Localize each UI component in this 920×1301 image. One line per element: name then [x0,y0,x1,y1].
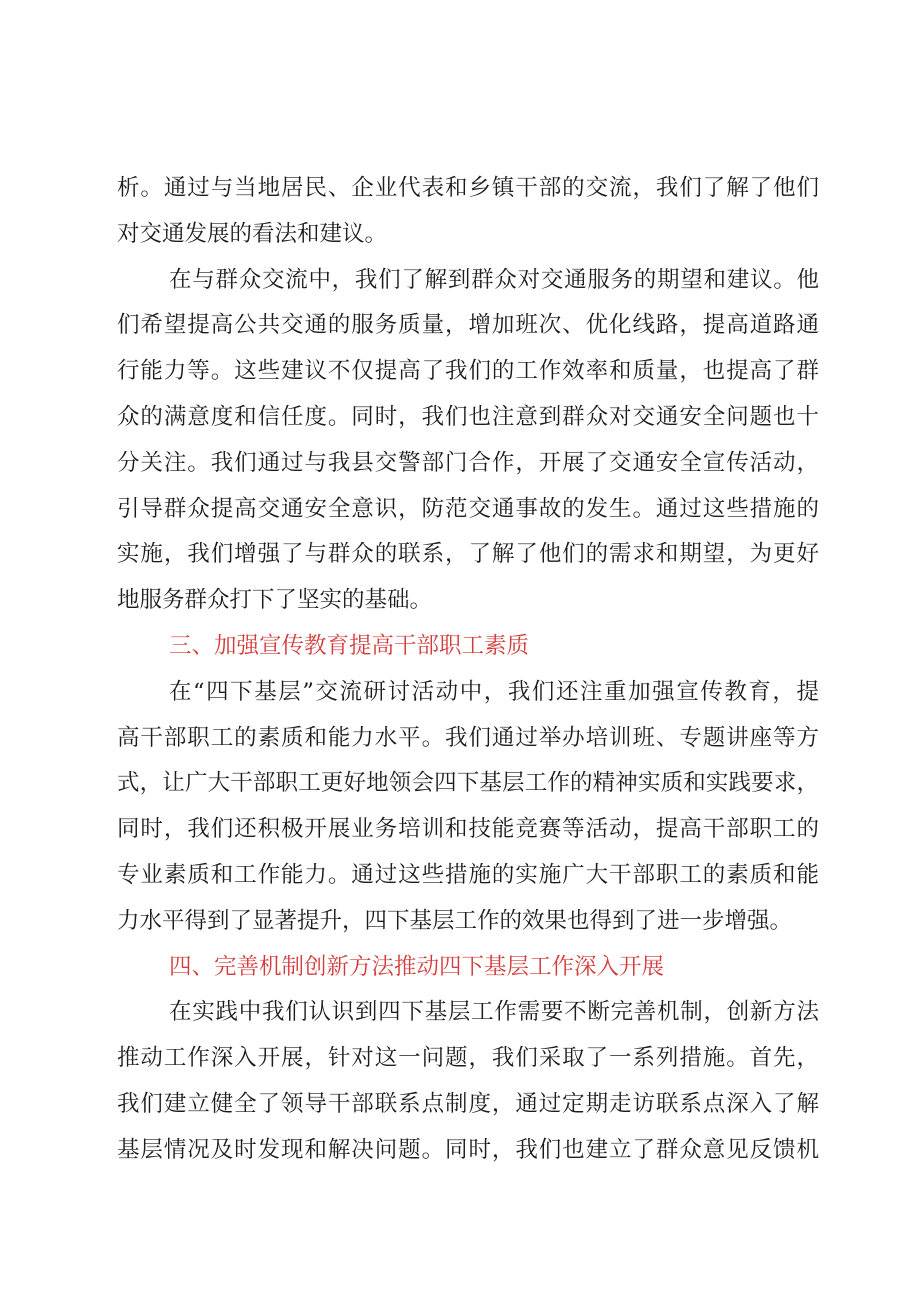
text-line: 同时，我们还积极开展业务培训和技能竞赛等活动，提高干部职工的 [117,816,819,843]
text-line: 我们建立健全了领导干部联系点制度，通过定期走访联系点深入了解 [117,1090,819,1117]
paragraph-public-feedback [117,258,819,624]
text-line: 在实践中我们认识到四下基层工作需要不断完善机制，创新方法 [169,999,819,1026]
text-line: 高干部职工的素质和能力水平。我们通过举办培训班、专题讲座等方 [117,724,819,751]
paragraph-continued [117,166,819,258]
text-line: 地服务群众打下了坚实的基础。 [117,587,433,614]
text-line: 众的满意度和信任度。同时，我们也注意到群众对交通安全问题也十 [117,403,819,430]
text-line: 分关注。我们通过与我县交警部门合作，开展了交通安全宣传活动， [117,449,819,476]
text-line: 基层情况及时发现和解决问题。同时，我们也建立了群众意见反馈机 [117,1136,819,1163]
text-line: 式，让广大干部职工更好地领会四下基层工作的精神实质和实践要求， [117,770,819,797]
text-line: 专业素质和工作能力。通过这些措施的实施广大干部职工的素质和能 [117,861,819,888]
text-line: 析。通过与当地居民、企业代表和乡镇干部的交流，我们了解了他们 [117,175,819,201]
section-heading-4: 四、完善机制创新方法推动四下基层工作深入开展 [169,953,665,980]
paragraph-education [117,670,819,945]
text-line: 在与群众交流中，我们了解到群众对交通服务的期望和建议。他 [169,266,819,293]
document-body [117,166,819,1174]
text-line: 推动工作深入开展，针对这一问题，我们采取了一系列措施。首先， [117,1045,819,1072]
text-line: 实施，我们增强了与群众的联系，了解了他们的需求和期望，为更好 [117,541,819,568]
text-line: 们希望提高公共交通的服务质量，增加班次、优化线路，提高道路通 [117,312,819,339]
section-heading-3: 三、加强宣传教育提高干部职工素质 [169,632,530,659]
paragraph-mechanism [117,990,819,1173]
text-line: 对交通发展的看法和建议。 [117,220,388,247]
text-line: 力水平得到了显著提升，四下基层工作的效果也得到了进一步增强。 [117,907,793,934]
text-line: 在“四下基层”交流研讨活动中，我们还注重加强宣传教育，提 [169,678,819,705]
text-line: 引导群众提高交通安全意识，防范交通事故的发生。通过这些措施的 [117,495,819,522]
text-line: 行能力等。这些建议不仅提高了我们的工作效率和质量，也提高了群 [117,358,819,385]
